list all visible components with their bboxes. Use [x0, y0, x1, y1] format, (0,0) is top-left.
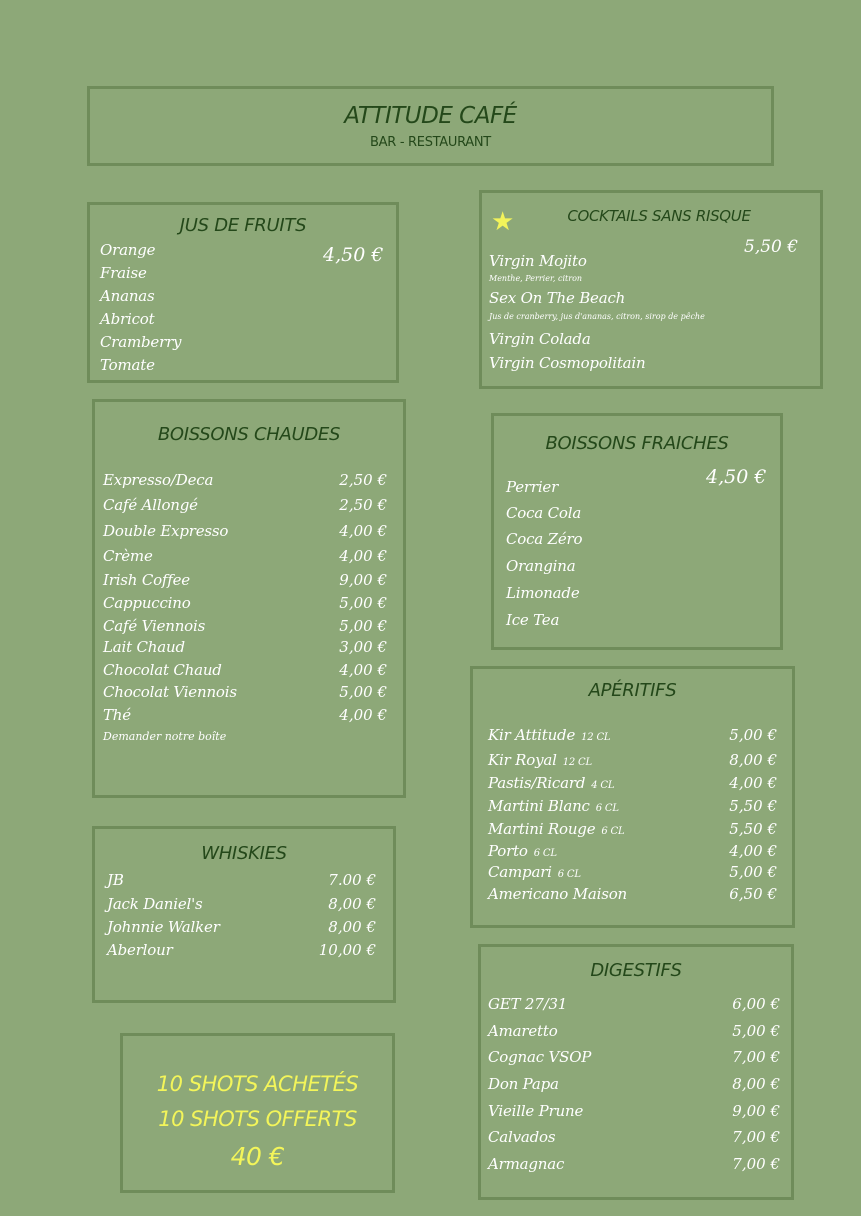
menu-item: Fraise: [100, 264, 147, 282]
menu-item: [103, 683, 237, 701]
menu-item-name: Cappuccino: [103, 594, 191, 612]
menu-item: Limonade: [506, 584, 580, 602]
menu-item: [103, 522, 228, 540]
menu-item-volume: 6 CL: [533, 848, 557, 859]
menu-item-price: 4,00 €: [729, 842, 777, 860]
menu-item-description: Jus de cranberry, jus d'ananas, citron, sirop de pêche: [489, 312, 705, 321]
menu-item: [488, 797, 619, 815]
menu-item-price: 4,00 €: [339, 522, 387, 540]
menu-item: Perrier: [506, 478, 559, 496]
menu-item-name: Martini Blanc: [488, 797, 590, 815]
menu-item: [488, 820, 624, 838]
menu-item-price: 4,00 €: [339, 661, 387, 679]
menu-item-price: 7,00 €: [732, 1128, 780, 1146]
menu-item: [488, 751, 592, 769]
menu-item-price: 5,00 €: [729, 726, 777, 744]
menu-item: [103, 661, 222, 679]
menu-item: [103, 571, 190, 589]
menu-item-name: Pastis/Ricard: [488, 774, 586, 792]
menu-item: [103, 496, 198, 514]
menu-item-price: 7.00 €: [328, 871, 376, 889]
menu-item: Abricot: [100, 310, 155, 328]
menu-item-price: 8,00 €: [328, 895, 376, 913]
promo-price: 40 €: [230, 1142, 285, 1171]
menu-item-price: 7,00 €: [732, 1048, 780, 1066]
menu-item-price: 2,50 €: [339, 471, 387, 489]
menu-item-name: Thé: [103, 706, 131, 724]
menu-item: Coca Zéro: [506, 530, 583, 548]
menu-item-name: Crème: [103, 547, 153, 565]
menu-item-price: 5,50 €: [729, 797, 777, 815]
menu-item: [103, 594, 191, 612]
menu-item-price: 5,00 €: [339, 683, 387, 701]
menu-item: [488, 1128, 555, 1146]
menu-item-price: 2,50 €: [339, 496, 387, 514]
menu-item: [488, 842, 557, 860]
menu-item-price: 10,00 €: [318, 941, 376, 959]
menu-item: [107, 895, 203, 913]
menu-item: Sex On The Beach: [489, 289, 626, 307]
menu-item-price: 5,00 €: [732, 1022, 780, 1040]
section-title: DIGESTIFS: [590, 960, 682, 981]
cafe-title: ATTITUDE CAFÉ: [344, 103, 517, 129]
menu-item-name: Vieille Prune: [488, 1102, 584, 1120]
menu-item: Orange: [100, 241, 156, 259]
menu-item-price: 9,00 €: [732, 1102, 780, 1120]
menu-item-name: Cognac VSOP: [488, 1048, 592, 1066]
menu-item-name: JB: [107, 871, 124, 889]
cocktails-section: [479, 190, 823, 389]
section-title: JUS DE FRUITS: [179, 215, 307, 236]
menu-item-price: 4,00 €: [339, 706, 387, 724]
menu-item-name: Café Viennois: [103, 617, 206, 635]
menu-item-name: Double Expresso: [103, 522, 229, 540]
menu-item: [103, 617, 205, 635]
menu-item: [488, 726, 610, 744]
menu-item-name: Americano Maison: [488, 885, 627, 903]
menu-note: Demander notre boîte: [103, 730, 227, 743]
menu-item-price: 5,00 €: [729, 863, 777, 881]
aperitifs-section: [470, 666, 795, 928]
menu-item: [488, 1048, 591, 1066]
menu-item: Virgin Mojito: [489, 252, 587, 270]
menu-item: Coca Cola: [506, 504, 582, 522]
section-title: WHISKIES: [201, 843, 287, 864]
menu-item-volume: 6 CL: [601, 826, 625, 837]
promo-section: [120, 1033, 395, 1193]
jus-de-fruits-section: [87, 202, 399, 383]
menu-item-name: GET 27/31: [488, 995, 568, 1013]
menu-item: Ananas: [100, 287, 155, 305]
menu-item-volume: 12 CL: [581, 732, 611, 743]
menu-item: Virgin Cosmopolitain: [489, 354, 646, 372]
menu-item: Ice Tea: [506, 611, 560, 629]
menu-item: [103, 471, 213, 489]
promo-line: 10 SHOTS OFFERTS: [158, 1107, 357, 1131]
menu-item-name: Kir Royal: [488, 751, 557, 769]
menu-item: [107, 941, 173, 959]
menu-item-price: 5,00 €: [339, 617, 387, 635]
boissons-fraiches-section: [491, 413, 783, 650]
menu-item: Cramberry: [100, 333, 182, 351]
menu-item: [488, 1075, 559, 1093]
menu-item: [488, 1155, 564, 1173]
menu-item-name: Amaretto: [488, 1022, 558, 1040]
menu-item-volume: 4 CL: [591, 780, 615, 791]
menu-item-price: 5,50 €: [729, 820, 777, 838]
section-title: APÉRITIFS: [588, 680, 677, 701]
menu-item-name: Campari: [488, 863, 552, 881]
menu-item: [103, 638, 185, 656]
whiskies-section: [92, 826, 396, 1003]
star-icon: ★: [491, 207, 515, 237]
boissons-chaudes-section: [92, 399, 406, 798]
menu-item: [107, 871, 124, 889]
menu-item-name: Irish Coffee: [103, 571, 190, 589]
menu-item: Orangina: [506, 557, 576, 575]
menu-item-price: 7,00 €: [732, 1155, 780, 1173]
menu-item-name: Café Allongé: [103, 496, 198, 514]
menu-item-name: Kir Attitude: [488, 726, 576, 744]
menu-item-name: Porto: [488, 842, 528, 860]
menu-item-name: Chocolat Viennois: [103, 683, 237, 701]
section-title: BOISSONS FRAICHES: [545, 433, 729, 454]
section-price: 4,50 €: [323, 244, 384, 266]
menu-item-volume: 6 CL: [557, 869, 581, 880]
menu-item-name: Johnnie Walker: [107, 918, 220, 936]
header-box: [87, 86, 774, 166]
menu-item-name: Expresso/Deca: [103, 471, 214, 489]
menu-item-price: 4,00 €: [339, 547, 387, 565]
menu-item-name: Martini Rouge: [488, 820, 596, 838]
menu-item-volume: 6 CL: [595, 803, 619, 814]
menu-item-name: Armagnac: [488, 1155, 565, 1173]
menu-item-price: 6,00 €: [732, 995, 780, 1013]
menu-item: [103, 547, 153, 565]
menu-item: [107, 918, 220, 936]
menu-item: [488, 885, 627, 903]
menu-item-name: Jack Daniel's: [107, 895, 203, 913]
promo-line: 10 SHOTS ACHETÉS: [156, 1072, 359, 1096]
menu-item-price: 4,00 €: [729, 774, 777, 792]
menu-item-price: 6,50 €: [729, 885, 777, 903]
menu-item: [488, 995, 567, 1013]
menu-item: [488, 1102, 583, 1120]
section-price: 4,50 €: [706, 466, 767, 488]
menu-item-price: 9,00 €: [339, 571, 387, 589]
cafe-subtitle: BAR - RESTAURANT: [370, 135, 491, 150]
menu-item: [488, 774, 614, 792]
section-price: 5,50 €: [744, 237, 799, 257]
menu-item-price: 3,00 €: [339, 638, 387, 656]
menu-item-price: 5,00 €: [339, 594, 387, 612]
menu-item: Virgin Colada: [489, 330, 591, 348]
menu-item-price: 8,00 €: [732, 1075, 780, 1093]
menu-item-price: 8,00 €: [729, 751, 777, 769]
menu-item: Tomate: [100, 356, 155, 374]
menu-item: [488, 1022, 558, 1040]
menu-item-name: Calvados: [488, 1128, 556, 1146]
menu-item-description: Menthe, Perrier, citron: [489, 274, 583, 283]
menu-item-volume: 12 CL: [562, 757, 592, 768]
menu-item-name: Lait Chaud: [103, 638, 185, 656]
menu-item: [103, 706, 131, 724]
section-title: COCKTAILS SANS RISQUE: [567, 207, 751, 225]
menu-item-name: Don Papa: [488, 1075, 559, 1093]
digestifs-section: [478, 944, 794, 1200]
menu-item-name: Chocolat Chaud: [103, 661, 222, 679]
menu-item-name: Aberlour: [107, 941, 173, 959]
menu-item: [488, 863, 581, 881]
section-title: BOISSONS CHAUDES: [157, 424, 341, 445]
menu-item-price: 8,00 €: [328, 918, 376, 936]
